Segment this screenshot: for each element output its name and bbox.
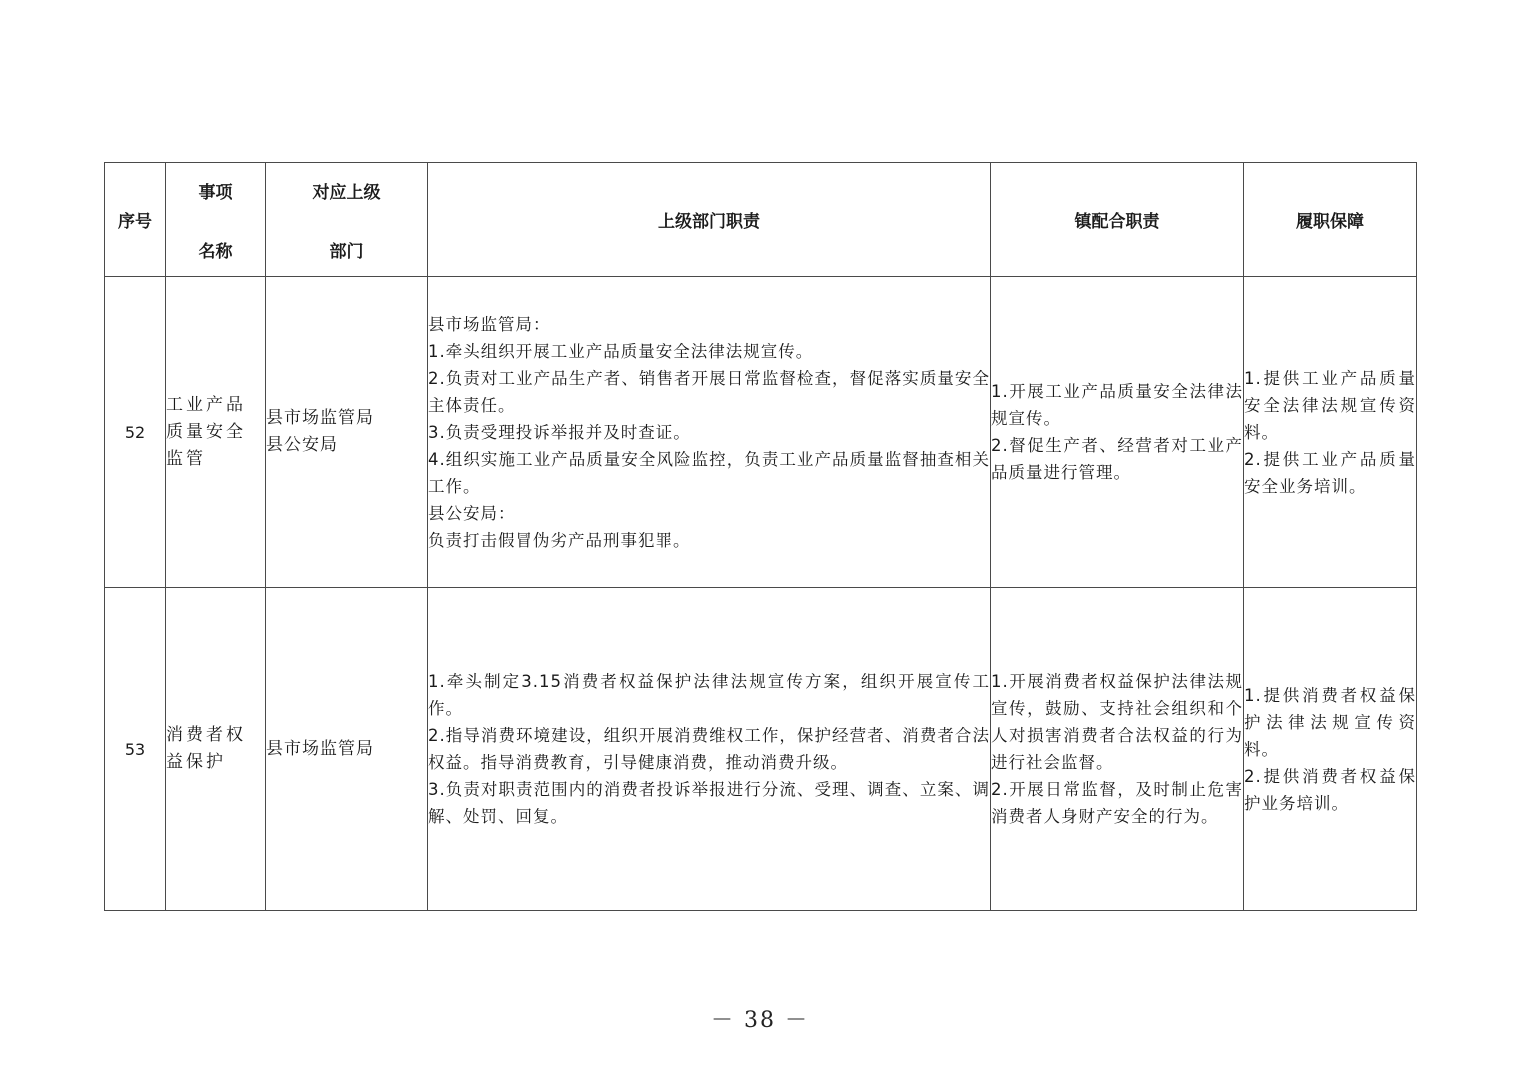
superior-duties [428,277,991,588]
duty-table [104,162,1417,911]
guarantee-line: 1.提供消费者权益保护法律法规宣传资料。 [1244,685,1416,759]
superior-duties [428,588,991,911]
table-header-row [105,163,1417,277]
duty-line: 负责打击假冒伪劣产品刑事犯罪。 [428,530,691,550]
dept-line: 县公安局 [266,435,338,455]
town-duties [991,588,1244,911]
duty-line: 2.指导消费环境建设，组织开展消费维权工作，保护经营者、消费者合法权益。指导消费教育，引导健康消费，推动消费升级。 [428,726,990,772]
header-seq: 序号 [105,163,166,277]
header-town-duty: 镇配合职责 [991,163,1244,277]
dept-line: 县市场监管局 [266,738,374,759]
row-number: 53 [105,588,166,911]
duty-line: 3.负责受理投诉举报并及时查证。 [428,422,691,442]
duty-line: 1.牵头制定3.15消费者权益保护法律法规宣传方案，组织开展宣传工作。 [428,672,990,718]
duty-line: 1.开展消费者权益保护法律法规宣传，鼓励、支持社会组织和个人对损害消费者合法权益的行为进行社会监督。 [991,672,1243,772]
item-name: 工业产品质量安全监管 [166,277,266,588]
page-number: － 38 － [711,1008,809,1033]
guarantees [1244,277,1417,588]
header-superior-dept [266,163,428,277]
duty-line: 2.负责对工业产品生产者、销售者开展日常监督检查，督促落实质量安全主体责任。 [428,368,990,415]
guarantee-line: 2.提供消费者权益保护业务培训。 [1244,766,1416,813]
duty-line: 4.组织实施工业产品质量安全风险监控，负责工业产品质量监督抽查相关工作。 [428,449,990,496]
header-item-name [166,163,266,277]
header-item-name-line: 名称 [198,241,233,262]
header-guarantee: 履职保障 [1244,163,1417,277]
header-superior-duty: 上级部门职责 [428,163,991,277]
header-superior-dept-line: 对应上级 [312,182,381,203]
duty-line: 3.负责对职责范围内的消费者投诉举报进行分流、受理、调查、立案、调解、处罚、回复。 [428,780,990,826]
row-number: 52 [105,277,166,588]
dept-line: 县市场监管局 [266,408,374,428]
table-row [105,588,1417,911]
guarantee-line: 2.提供工业产品质量安全业务培训。 [1244,449,1416,496]
header-superior-dept-line: 部门 [329,241,364,262]
duty-line: 县市场监管局： [428,314,551,334]
table-row [105,277,1417,588]
duty-line: 1.开展工业产品质量安全法律法规宣传。 [991,382,1243,428]
duty-line: 1.牵头组织开展工业产品质量安全法律法规宣传。 [428,341,814,361]
duty-line: 县公安局： [428,503,516,523]
superior-depts [266,277,428,588]
town-duties [991,277,1244,588]
guarantee-line: 1.提供工业产品质量安全法律法规宣传资料。 [1244,368,1416,442]
duty-line: 2.督促生产者、经营者对工业产品质量进行管理。 [991,436,1243,482]
guarantees [1244,588,1417,911]
header-item-name-line: 事项 [198,182,233,203]
duty-line: 2.开展日常监督，及时制止危害消费者人身财产安全的行为。 [991,780,1243,826]
superior-depts [266,588,428,911]
item-name: 消费者权益保护 [166,588,266,911]
